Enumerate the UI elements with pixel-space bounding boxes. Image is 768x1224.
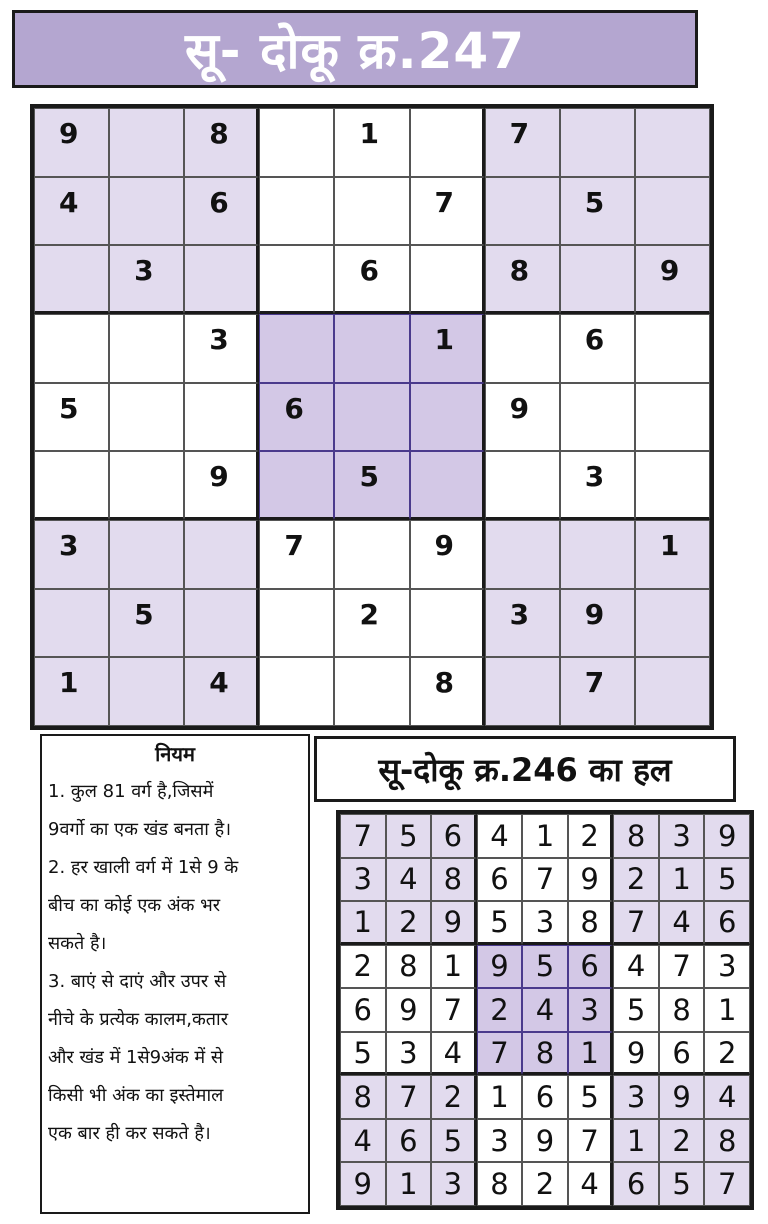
grid-cell: 1 <box>431 945 477 989</box>
grid-cell: 6 <box>431 814 477 858</box>
rule-line: सकते है। <box>48 933 107 954</box>
grid-cell[interactable] <box>34 451 109 520</box>
grid-cell: 5 <box>560 177 635 246</box>
grid-cell: 6 <box>477 858 523 902</box>
grid-cell: 4 <box>340 1119 386 1163</box>
grid-cell[interactable] <box>410 451 485 520</box>
grid-cell: 9 <box>386 988 432 1032</box>
grid-cell: 5 <box>431 1119 477 1163</box>
grid-cell: 2 <box>477 988 523 1032</box>
grid-cell: 2 <box>659 1119 705 1163</box>
grid-cell: 6 <box>613 1162 659 1206</box>
grid-cell[interactable] <box>184 245 259 314</box>
grid-cell: 3 <box>485 589 560 658</box>
grid-cell: 5 <box>613 988 659 1032</box>
grid-cell: 1 <box>386 1162 432 1206</box>
grid-cell[interactable] <box>259 314 334 383</box>
grid-cell: 1 <box>522 814 568 858</box>
grid-cell: 5 <box>568 1075 614 1119</box>
grid-cell: 5 <box>334 451 409 520</box>
grid-cell: 4 <box>431 1032 477 1076</box>
grid-cell: 4 <box>568 1162 614 1206</box>
grid-cell: 3 <box>431 1162 477 1206</box>
grid-cell[interactable] <box>334 657 409 726</box>
grid-cell[interactable] <box>109 314 184 383</box>
grid-cell: 1 <box>704 988 750 1032</box>
grid-cell: 6 <box>259 383 334 452</box>
grid-cell: 9 <box>485 383 560 452</box>
grid-cell: 2 <box>704 1032 750 1076</box>
grid-cell: 9 <box>704 814 750 858</box>
grid-cell: 4 <box>34 177 109 246</box>
rule-line: 3. बाएं से दाएं और उपर से <box>48 971 227 992</box>
grid-cell[interactable] <box>485 451 560 520</box>
grid-cell[interactable] <box>560 383 635 452</box>
grid-cell[interactable] <box>635 657 710 726</box>
grid-cell[interactable] <box>560 108 635 177</box>
grid-cell: 9 <box>410 520 485 589</box>
grid-cell[interactable] <box>485 657 560 726</box>
grid-cell: 1 <box>410 314 485 383</box>
grid-cell[interactable] <box>259 451 334 520</box>
grid-cell: 9 <box>635 245 710 314</box>
grid-cell: 5 <box>477 901 523 945</box>
grid-cell[interactable] <box>184 383 259 452</box>
grid-cell[interactable] <box>635 314 710 383</box>
grid-cell[interactable] <box>485 314 560 383</box>
rule-line: किसी भी अंक का इस्तेमाल <box>48 1085 224 1106</box>
grid-cell: 7 <box>704 1162 750 1206</box>
grid-cell[interactable] <box>410 108 485 177</box>
grid-cell: 7 <box>568 1119 614 1163</box>
grid-cell: 8 <box>522 1032 568 1076</box>
rule-line: बीच का कोई एक अंक भर <box>48 895 221 916</box>
grid-cell: 9 <box>477 945 523 989</box>
rule-line: 1. कुल 81 वर्ग है,जिसमें <box>48 781 214 802</box>
grid-cell[interactable] <box>259 108 334 177</box>
grid-cell[interactable] <box>34 314 109 383</box>
grid-cell[interactable] <box>635 108 710 177</box>
grid-cell: 3 <box>34 520 109 589</box>
grid-cell: 8 <box>431 858 477 902</box>
grid-cell: 1 <box>568 1032 614 1076</box>
grid-cell: 9 <box>659 1075 705 1119</box>
rule-line: एक बार ही कर सकते है। <box>48 1123 211 1144</box>
grid-cell[interactable] <box>334 177 409 246</box>
rules-box <box>40 734 310 1214</box>
grid-cell: 9 <box>184 451 259 520</box>
grid-cell[interactable] <box>34 589 109 658</box>
grid-cell: 8 <box>477 1162 523 1206</box>
grid-cell: 8 <box>485 245 560 314</box>
grid-cell: 6 <box>334 245 409 314</box>
grid-cell[interactable] <box>410 383 485 452</box>
grid-cell: 1 <box>659 858 705 902</box>
grid-cell[interactable] <box>635 177 710 246</box>
grid-cell[interactable] <box>34 245 109 314</box>
grid-cell: 2 <box>613 858 659 902</box>
grid-cell: 8 <box>568 901 614 945</box>
solution-grid <box>336 810 754 1210</box>
grid-cell: 3 <box>340 858 386 902</box>
solution-banner <box>314 736 736 802</box>
grid-cell: 2 <box>386 901 432 945</box>
grid-cell[interactable] <box>334 314 409 383</box>
grid-cell: 8 <box>613 814 659 858</box>
grid-cell: 9 <box>522 1119 568 1163</box>
grid-cell: 5 <box>659 1162 705 1206</box>
grid-cell: 3 <box>184 314 259 383</box>
grid-cell: 1 <box>340 901 386 945</box>
grid-cell[interactable] <box>410 589 485 658</box>
puzzle-grid <box>30 104 714 730</box>
grid-cell: 7 <box>659 945 705 989</box>
grid-cell: 7 <box>259 520 334 589</box>
grid-cell: 9 <box>34 108 109 177</box>
grid-cell: 1 <box>635 520 710 589</box>
grid-cell[interactable] <box>560 245 635 314</box>
grid-cell: 1 <box>477 1075 523 1119</box>
grid-cell: 2 <box>334 589 409 658</box>
grid-cell: 4 <box>386 858 432 902</box>
grid-cell[interactable] <box>109 383 184 452</box>
grid-cell: 6 <box>659 1032 705 1076</box>
grid-cell: 6 <box>560 314 635 383</box>
grid-cell: 6 <box>522 1075 568 1119</box>
grid-cell[interactable] <box>109 108 184 177</box>
grid-cell[interactable] <box>485 520 560 589</box>
grid-cell: 7 <box>477 1032 523 1076</box>
grid-cell[interactable] <box>334 383 409 452</box>
grid-cell: 4 <box>659 901 705 945</box>
grid-cell: 5 <box>386 814 432 858</box>
rule-line: 9वर्गो का एक खंड बनता है। <box>48 819 232 840</box>
grid-cell: 1 <box>613 1119 659 1163</box>
grid-cell: 3 <box>704 945 750 989</box>
grid-cell: 5 <box>34 383 109 452</box>
grid-cell[interactable] <box>259 245 334 314</box>
grid-cell: 8 <box>386 945 432 989</box>
grid-cell: 7 <box>340 814 386 858</box>
grid-cell: 7 <box>485 108 560 177</box>
grid-cell: 8 <box>704 1119 750 1163</box>
grid-cell[interactable] <box>109 520 184 589</box>
grid-cell: 3 <box>522 901 568 945</box>
rules-heading: नियम <box>155 742 195 766</box>
grid-cell[interactable] <box>259 589 334 658</box>
grid-cell: 8 <box>659 988 705 1032</box>
puzzle-title: सू- दोकू क्र.247 <box>184 22 526 80</box>
grid-cell: 4 <box>613 945 659 989</box>
grid-cell[interactable] <box>334 520 409 589</box>
grid-cell: 1 <box>334 108 409 177</box>
grid-cell: 2 <box>340 945 386 989</box>
grid-cell: 8 <box>184 108 259 177</box>
grid-cell[interactable] <box>560 520 635 589</box>
rule-line: नीचे के प्रत्येक कालम,कतार <box>48 1009 229 1030</box>
grid-cell: 6 <box>704 901 750 945</box>
grid-cell[interactable] <box>635 383 710 452</box>
grid-cell[interactable] <box>635 589 710 658</box>
title-banner <box>12 10 698 88</box>
grid-cell[interactable] <box>410 245 485 314</box>
grid-cell: 8 <box>410 657 485 726</box>
grid-cell: 6 <box>568 945 614 989</box>
grid-cell: 7 <box>386 1075 432 1119</box>
grid-cell: 5 <box>109 589 184 658</box>
grid-cell: 9 <box>568 858 614 902</box>
grid-cell: 5 <box>704 858 750 902</box>
grid-cell: 9 <box>613 1032 659 1076</box>
grid-cell: 3 <box>613 1075 659 1119</box>
grid-cell: 4 <box>522 988 568 1032</box>
grid-cell[interactable] <box>635 451 710 520</box>
grid-cell: 7 <box>410 177 485 246</box>
solution-title: सू-दोकू क्र.246 का हल <box>378 750 672 789</box>
grid-cell: 5 <box>522 945 568 989</box>
grid-cell[interactable] <box>109 177 184 246</box>
grid-cell[interactable] <box>259 657 334 726</box>
grid-cell: 4 <box>704 1075 750 1119</box>
grid-cell: 6 <box>184 177 259 246</box>
rule-line: और खंड में 1से9अंक में से <box>48 1047 224 1068</box>
grid-cell[interactable] <box>184 589 259 658</box>
grid-cell: 4 <box>184 657 259 726</box>
grid-cell: 2 <box>522 1162 568 1206</box>
grid-cell: 3 <box>109 245 184 314</box>
grid-cell[interactable] <box>109 657 184 726</box>
grid-cell[interactable] <box>259 177 334 246</box>
grid-cell: 4 <box>477 814 523 858</box>
grid-cell: 9 <box>431 901 477 945</box>
grid-cell: 9 <box>340 1162 386 1206</box>
grid-cell: 3 <box>477 1119 523 1163</box>
grid-cell: 3 <box>568 988 614 1032</box>
grid-cell: 7 <box>522 858 568 902</box>
grid-cell: 3 <box>386 1032 432 1076</box>
grid-cell: 3 <box>659 814 705 858</box>
rule-line: 2. हर खाली वर्ग में 1से 9 के <box>48 857 239 878</box>
grid-cell[interactable] <box>184 520 259 589</box>
grid-cell: 9 <box>560 589 635 658</box>
grid-cell: 7 <box>613 901 659 945</box>
grid-cell: 7 <box>431 988 477 1032</box>
grid-cell: 2 <box>568 814 614 858</box>
grid-cell: 3 <box>560 451 635 520</box>
grid-cell: 2 <box>431 1075 477 1119</box>
grid-cell: 1 <box>34 657 109 726</box>
grid-cell: 6 <box>340 988 386 1032</box>
grid-cell: 8 <box>340 1075 386 1119</box>
grid-cell[interactable] <box>485 177 560 246</box>
grid-cell[interactable] <box>109 451 184 520</box>
grid-cell: 5 <box>340 1032 386 1076</box>
grid-cell: 6 <box>386 1119 432 1163</box>
grid-cell: 7 <box>560 657 635 726</box>
